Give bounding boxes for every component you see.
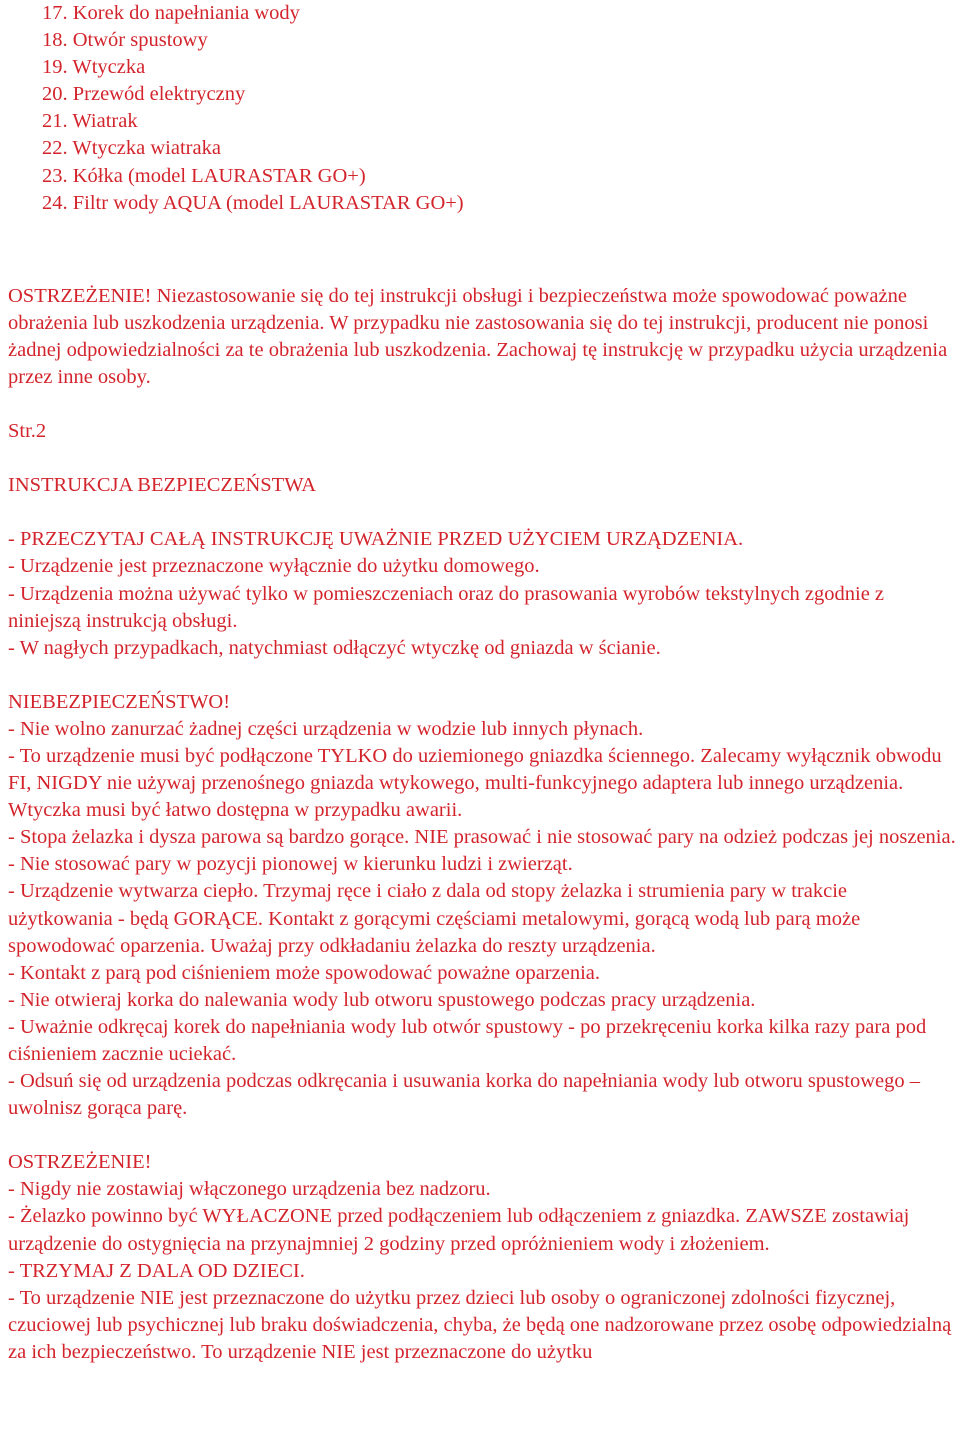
danger-item: - Uważnie odkręcaj korek do napełniania wody lub otwór spustowy - po przekręceniu korka kilka razy para pod ciśnieniem zacznie uciekać.	[8, 1015, 927, 1065]
warning-heading: OSTRZEŻENIE!	[8, 1151, 152, 1174]
spacer	[8, 499, 956, 526]
parts-list-item: 23. Kółka (model LAURASTAR GO+)	[42, 164, 366, 187]
danger-item: - Kontakt z parą pod ciśnieniem może spowodować poważne oparzenia.	[8, 961, 600, 984]
danger-item: - Nie stosować pary w pozycji pionowej w kierunku ludzi i zwierząt.	[8, 853, 573, 876]
warning-intro-text: Niezastosowanie się do tej instrukcji obsługi i bezpieczeństwa może spowodować poważne obrażenia lub uszkodzenia urządzenia. W przypadku nie zastosowania się do tej instrukcji, producent nie ponosi żadnej odpowiedzialności za te obrażenia lub uszkodzenia. Zachowaj tę instrukcję w przypadku użycia urządzenia przez inne osoby.	[8, 284, 948, 389]
parts-list-item: 17. Korek do napełniania wody	[42, 2, 300, 24]
document-page	[8, 0, 956, 1366]
warning-item: - Nigdy nie zostawiaj włączonego urządzenia bez nadzoru.	[8, 1178, 491, 1201]
danger-section	[8, 689, 956, 1123]
parts-list-item: 18. Otwór spustowy	[42, 29, 208, 52]
warning-intro-label: OSTRZEŻENIE!	[8, 284, 152, 307]
spacer	[8, 662, 956, 689]
rule-item: - Urządzenia można używać tylko w pomieszczeniach oraz do prasowania wyrobów tekstylnych zgodnie z niniejszą instrukcją obsługi.	[8, 582, 885, 632]
rule-item: - W nagłych przypadkach, natychmiast odłączyć wtyczkę od gniazda w ścianie.	[8, 636, 661, 659]
section-title: INSTRUKCJA BEZPIECZEŃSTWA	[8, 474, 317, 497]
rule-item: - Urządzenie jest przeznaczone wyłącznie do użytku domowego.	[8, 555, 540, 578]
parts-list-item: 20. Przewód elektryczny	[42, 83, 246, 106]
general-rules	[8, 526, 956, 661]
parts-list-item: 24. Filtr wody AQUA (model LAURASTAR GO+)	[42, 191, 464, 214]
parts-list-item: 19. Wtyczka	[42, 56, 146, 79]
danger-item: - Urządzenie wytwarza ciepło. Trzymaj ręce i ciało z dala od stopy żelazka i strumienia pary w trakcie użytkowania - będą GORĄCE. Kontakt z gorącymi częściami metalowymi, gorącą wodą lub parą może spowodować oparzenia. Uważaj przy odkładaniu żelazka do reszty urządzenia.	[8, 880, 861, 957]
warning-intro-paragraph	[8, 283, 956, 391]
danger-heading: NIEBEZPIECZEŃSTWO!	[8, 690, 231, 713]
parts-list	[8, 0, 956, 217]
spacer	[8, 217, 956, 283]
warning-section	[8, 1149, 956, 1366]
warning-item: - Żelazko powinno być WYŁACZONE przed podłączeniem lub odłączeniem z gniazdka. ZAWSZE zostawiaj urządzenie do ostygnięcia na przynajmniej 2 godziny przed opróżnieniem wody i złożeniem.	[8, 1205, 910, 1255]
spacer	[8, 445, 956, 472]
danger-item: - Nie otwieraj korka do nalewania wody lub otworu spustowego podczas pracy urządzenia.	[8, 988, 756, 1011]
spacer	[8, 1122, 956, 1149]
page-number: Str.2	[8, 420, 47, 443]
warning-item: - To urządzenie NIE jest przeznaczone do użytku przez dzieci lub osoby o ograniczonej zdolności fizycznej, czuciowej lub psychicznej lub braku doświadczenia, chyba, że będą one nadzorowane przez osobę odpowiedzialną za ich bezpieczeństwo. To urządzenie NIE jest przeznaczone do użytku	[8, 1286, 952, 1363]
danger-item: - Odsuń się od urządzenia podczas odkręcania i usuwania korka do napełniania wody lub otworu spustowego – uwolnisz gorąca parę.	[8, 1070, 920, 1120]
parts-list-item: 21. Wiatrak	[42, 110, 138, 133]
danger-item: - Nie wolno zanurzać żadnej części urządzenia w wodzie lub innych płynach.	[8, 717, 644, 740]
rule-item: - PRZECZYTAJ CAŁĄ INSTRUKCJĘ UWAŻNIE PRZED UŻYCIEM URZĄDZENIA.	[8, 528, 744, 551]
danger-item: - To urządzenie musi być podłączone TYLKO do uziemionego gniazdka ściennego. Zalecamy wyłącznik obwodu FI, NIGDY nie używaj przenośnego gniazda wtykowego, multi-funkcyjnego adaptera lub innego urządzenia. Wtyczka musi być łatwo dostępna w przypadku awarii.	[8, 744, 942, 822]
parts-list-item: 22. Wtyczka wiatraka	[42, 137, 221, 160]
spacer	[8, 391, 956, 418]
warning-item: - TRZYMAJ Z DALA OD DZIECI.	[8, 1259, 305, 1282]
danger-item: - Stopa żelazka i dysza parowa są bardzo gorące. NIE prasować i nie stosować pary na odzież podczas jej noszenia.	[8, 826, 956, 849]
